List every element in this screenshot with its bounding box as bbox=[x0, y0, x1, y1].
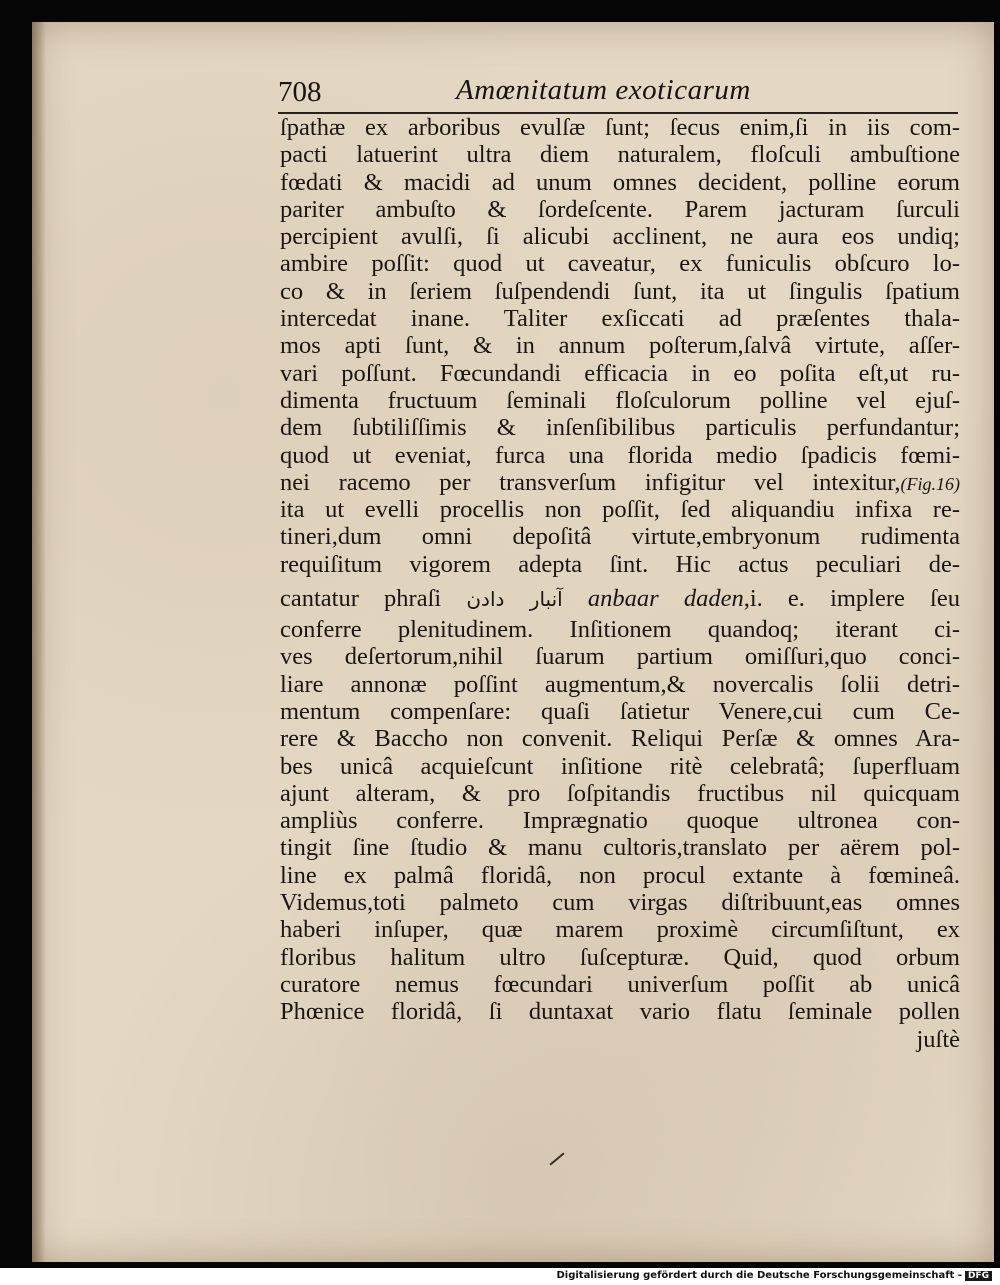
text-line: conferre plenitudinem. Inſitionem quandoq; iterant ci- bbox=[280, 616, 960, 644]
text-line: requiſitum vigorem adepta ſint. Hic actus peculiari de- bbox=[280, 550, 960, 578]
arabic-phrase: آنبار دادن bbox=[466, 587, 563, 612]
text-line: rere & Baccho non convenit. Reliqui Perſæ & omnes Ara- bbox=[280, 725, 960, 753]
text-line: bes unicâ acquieſcunt inſitione ritè celebratâ; ſuperfluam bbox=[280, 752, 960, 780]
text-line: Videmus,toti palmeto cum virgas diſtribuunt,eas omnes bbox=[280, 889, 960, 917]
text-line: line ex palmâ floridâ, non procul extante à fœmineâ. bbox=[280, 861, 960, 889]
text-line: Phœnice floridâ, ſi duntaxat vario flatu ſeminale pollen bbox=[280, 998, 960, 1026]
digitization-credit bbox=[556, 1270, 992, 1281]
page-gutter-shadow bbox=[32, 22, 46, 1262]
figure-reference: (Fig.16) bbox=[900, 473, 960, 494]
running-title: Amœnitatum exoticarum bbox=[456, 74, 751, 106]
text-line: ſpathæ ex arboribus evulſæ ſunt; ſecus enim,ſi in iis com- bbox=[280, 114, 960, 141]
text-line: co & in ſeriem ſuſpendendi ſunt, ita ut ſingulis ſpatium bbox=[280, 277, 960, 305]
text-line-part: nei racemo per transverſum infigitur vel intexitur, bbox=[280, 468, 901, 496]
text-line-part: ,i. e. implere ſeu bbox=[743, 585, 960, 613]
text-line: ita ut evelli procellis non poſſit, ſed aliquandiu infixa re- bbox=[280, 496, 960, 524]
text-line: fœdati & macidi ad unum omnes decident, polline eorum bbox=[280, 168, 960, 196]
text-line: tineri,dum omni depoſitâ virtute,embryonum rudimenta bbox=[280, 523, 960, 551]
text-line: pacti latuerint ultra diem naturalem, floſculi ambuſtione bbox=[280, 141, 960, 169]
text-line: mentum compenſare: quaſi ſatietur Venere,cui cum Ce- bbox=[280, 697, 960, 725]
text-line: ajunt alteram, & pro ſoſpitandis fructibus nil quicquam bbox=[280, 779, 960, 807]
text-line-part: cantatur phraſi bbox=[280, 585, 442, 613]
text-line: quod ut eveniat, furca una florida medio ſpadicis fœmi- bbox=[280, 441, 960, 469]
text-line: ambire poſſit: quod ut caveatur, ex funiculis obſcuro lo- bbox=[280, 250, 960, 278]
body-text bbox=[280, 114, 960, 1053]
dfg-logo: DFG bbox=[965, 1271, 992, 1281]
transliteration: anbaar daden bbox=[587, 585, 744, 613]
text-line: dem ſubtiliſſimis & inſenſibilibus particulis perfundantur; bbox=[280, 414, 960, 442]
text-line-with-arabic bbox=[280, 582, 960, 616]
text-line: vari poſſunt. Fœcundandi efficacia in eo poſita eſt,ut ru- bbox=[280, 359, 960, 387]
text-line: percipient avulſi, ſi alicubi acclinent, ne aura eos undiq; bbox=[280, 223, 960, 251]
text-line: intercedat inane. Taliter exſiccati ad præſentes thala- bbox=[280, 305, 960, 333]
text-line: mos apti ſunt, & in annum poſterum,ſalvâ virtute, aſſer- bbox=[280, 332, 960, 360]
text-line-with-figure-ref bbox=[280, 469, 960, 496]
page-number: 708 bbox=[278, 76, 322, 108]
text-line: floribus halitum ultro ſuſcepturæ. Quid, quod orbum bbox=[280, 943, 960, 971]
catchword: juſtè bbox=[916, 1025, 960, 1053]
text-line: ampliùs conferre. Imprægnatio quoque ultronea con- bbox=[280, 807, 960, 835]
text-line: pariter ambuſto & ſordeſcente. Parem jacturam ſurculi bbox=[280, 195, 960, 223]
credit-text: Digitalisierung gefördert durch die Deutsche Forschungsgemeinschaft - bbox=[556, 1270, 962, 1281]
text-line: curatore nemus fœcundari univerſum poſſit ab unicâ bbox=[280, 970, 960, 998]
text-line: tingit ſine ſtudio & manu cultoris,translato per aërem pol- bbox=[280, 834, 960, 862]
text-line: ves deſertorum,nihil ſuarum partium omiſſuri,quo conci- bbox=[280, 643, 960, 671]
running-head bbox=[278, 70, 958, 114]
text-line: dimenta fructuum ſeminali floſculorum polline vel ejuſ- bbox=[280, 386, 960, 414]
text-line: haberi inſuper, quæ marem proximè circumſiſtunt, ex bbox=[280, 916, 960, 944]
text-line: liare annonæ poſſint augmentum,& novercalis ſolii detri- bbox=[280, 670, 960, 698]
